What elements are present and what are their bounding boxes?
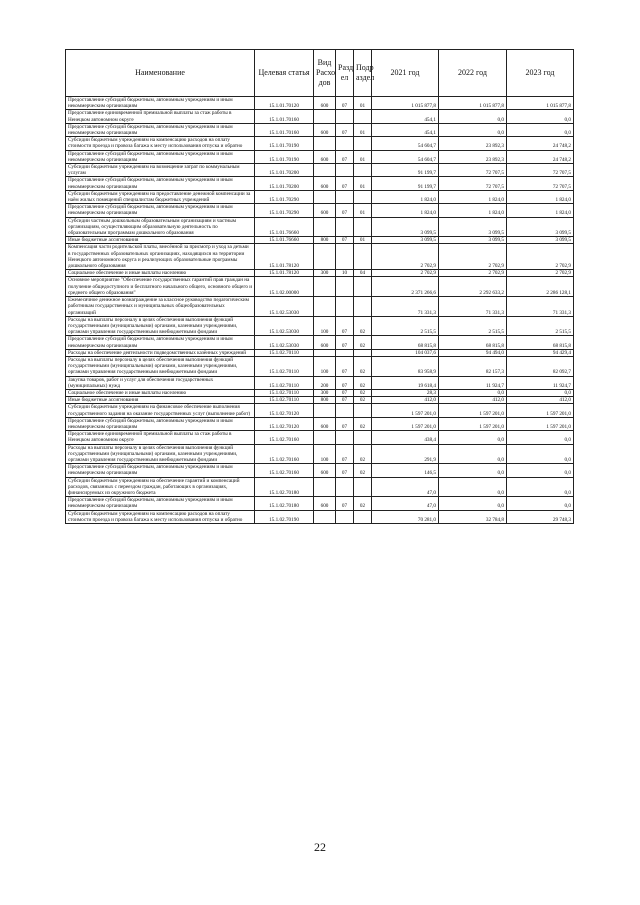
cell-name: Предоставление единовременной премиальной выплаты за стаж работы в Ненецком автономном округе [66, 431, 255, 444]
cell-code: 15.1.01.70120 [255, 97, 314, 110]
cell-2022: 0,0 [439, 477, 507, 497]
cell-vid: 600 [314, 464, 336, 477]
cell-razd: 07 [336, 444, 354, 464]
cell-podr [354, 190, 372, 203]
cell-name: Субсидии бюджетным учреждениям на компенсацию расходов на оплату стоимости проезда и провоза багажа к месту использования отпуска и обратно [66, 510, 255, 523]
cell-2023: 24 748,2 [507, 137, 574, 150]
table-row [66, 237, 574, 244]
cell-razd [336, 190, 354, 203]
cell-podr: 02 [354, 464, 372, 477]
cell-2023: 412,0 [507, 397, 574, 404]
cell-razd [336, 349, 354, 356]
cell-podr [354, 164, 372, 177]
cell-2021: 54 604,7 [372, 150, 439, 163]
cell-2021: 83 958,9 [372, 356, 439, 376]
cell-name: Иные бюджетные ассигнования [66, 237, 255, 244]
cell-code: 15.1.02.70160 [255, 431, 314, 444]
cell-name: Расходы на выплаты персоналу в целях обеспечения выполнения функций государственными (муниципальными) органами, казенными учреждениями, органами управления государственными внебюджетными фондами [66, 316, 255, 336]
table-row [66, 270, 574, 277]
table-row [66, 336, 574, 349]
cell-code: 15.1.01.70160 [255, 123, 314, 136]
table-row [66, 217, 574, 237]
cell-name: Предоставление субсидий бюджетным, автономным учреждениям и иным некоммерческим организациям [66, 336, 255, 349]
cell-2021: 70 281,0 [372, 510, 439, 523]
cell-2022: 1 824,0 [439, 204, 507, 217]
cell-2022: 68 815,8 [439, 336, 507, 349]
cell-razd: 07 [336, 123, 354, 136]
cell-code: 15.1.01.70190 [255, 150, 314, 163]
cell-name: Ежемесячное денежное вознаграждение за классное руководство педагогическим работникам государственных и муниципальных общеобразовательных организаций [66, 297, 255, 317]
cell-razd [336, 137, 354, 150]
cell-2023: 82 092,7 [507, 356, 574, 376]
cell-podr [354, 404, 372, 417]
cell-code: 15.1.01.70200 [255, 177, 314, 190]
cell-2021: 2 371 266,6 [372, 277, 439, 297]
cell-code: 15.1.02.70160 [255, 444, 314, 464]
cell-vid [314, 164, 336, 177]
cell-podr: 01 [354, 177, 372, 190]
cell-name: Предоставление субсидий бюджетным, автономным учреждениям и иным некоммерческим организациям [66, 177, 255, 190]
cell-razd: 07 [336, 356, 354, 376]
cell-code: 15.1.02.70180 [255, 477, 314, 497]
cell-2023: 2 702,9 [507, 270, 574, 277]
cell-razd: 07 [336, 237, 354, 244]
cell-code: 15.1.01.76660 [255, 217, 314, 237]
table-row [66, 389, 574, 396]
cell-razd [336, 164, 354, 177]
table-row [66, 177, 574, 190]
cell-razd [336, 431, 354, 444]
cell-razd: 07 [336, 376, 354, 389]
table-row [66, 477, 574, 497]
table-row [66, 356, 574, 376]
cell-name: Субсидии бюджетным учреждениям на обеспечение гарантий и компенсаций расходов, связанных с переездом граждан, работающих в организациях, финансируемых из окружного бюджета [66, 477, 255, 497]
cell-razd [336, 404, 354, 417]
cell-2022: 23 892,3 [439, 137, 507, 150]
cell-vid [314, 297, 336, 317]
cell-2022: 0,0 [439, 389, 507, 396]
cell-code: 15.1.01.78120 [255, 270, 314, 277]
cell-razd: 07 [336, 204, 354, 217]
table-row [66, 297, 574, 317]
cell-2023: 24 748,2 [507, 150, 574, 163]
cell-name: Расходы на выплаты персоналу в целях обеспечения выполнения функций государственными (муниципальными) органами, казенными учреждениями, органами управления государственными внебюджетными фондами [66, 356, 255, 376]
cell-vid: 600 [314, 204, 336, 217]
cell-vid: 600 [314, 417, 336, 430]
cell-name: Предоставление субсидий бюджетным, автономным учреждениям и иным некоммерческим организациям [66, 497, 255, 510]
cell-2023: 1 597 201,0 [507, 417, 574, 430]
cell-razd [336, 217, 354, 237]
cell-podr [354, 244, 372, 270]
table-row [66, 510, 574, 523]
cell-2023: 68 815,8 [507, 336, 574, 349]
cell-name: Расходы на выплаты персоналу в целях обеспечения выполнения функций государственными (муниципальными) органами, казенными учреждениями, органами управления государственными внебюджетными фондами [66, 444, 255, 464]
cell-name: Закупка товаров, работ и услуг для обеспечения государственных (муниципальных) нужд [66, 376, 255, 389]
cell-name: Предоставление единовременной премиальной выплаты за стаж работы в Ненецком автономном округе [66, 110, 255, 123]
table-row [66, 404, 574, 417]
cell-code: 15.1.02.53030 [255, 316, 314, 336]
cell-podr [354, 137, 372, 150]
cell-code: 15.1.02.53030 [255, 336, 314, 349]
cell-vid: 600 [314, 177, 336, 190]
cell-2022: 0,0 [439, 110, 507, 123]
cell-code: 15.1.01.70290 [255, 190, 314, 203]
cell-2022: 0,0 [439, 444, 507, 464]
table-row [66, 397, 574, 404]
cell-2022: 2 702,9 [439, 270, 507, 277]
cell-2021: 1 824,0 [372, 190, 439, 203]
cell-code: 15.1.02.70110 [255, 397, 314, 404]
cell-name: Субсидии частным дошкольным образовательным организациям и частным организациям, осуществляющим образовательную деятельность по образовательным программам дошкольного образования [66, 217, 255, 237]
table-header-row [66, 50, 574, 97]
cell-2023: 94 429,4 [507, 349, 574, 356]
cell-name: Предоставление субсидий бюджетным, автономным учреждениям и иным некоммерческим организациям [66, 150, 255, 163]
cell-podr: 01 [354, 97, 372, 110]
cell-2021: 91 199,7 [372, 164, 439, 177]
cell-podr: 04 [354, 270, 372, 277]
header-code: Целевая статья [255, 50, 314, 97]
cell-vid [314, 277, 336, 297]
cell-code: 15.1.01.70190 [255, 137, 314, 150]
cell-2022: 1 597 201,0 [439, 417, 507, 430]
cell-vid [314, 110, 336, 123]
cell-razd: 07 [336, 389, 354, 396]
cell-2021: 454,1 [372, 123, 439, 136]
cell-code: 15.1.02.70190 [255, 510, 314, 523]
table-row [66, 110, 574, 123]
cell-2022: 0,0 [439, 123, 507, 136]
cell-name: Предоставление субсидий бюджетным, автономным учреждениям и иным некоммерческим организациям [66, 123, 255, 136]
cell-vid [314, 404, 336, 417]
cell-name: Субсидии бюджетным учреждениям на компенсацию расходов на оплату стоимости проезда и провоза багажа к месту использования отпуска и обратно [66, 137, 255, 150]
cell-name: Предоставление субсидий бюджетным, автономным учреждениям и иным некоммерческим организациям [66, 97, 255, 110]
cell-vid [314, 244, 336, 270]
table-row [66, 376, 574, 389]
cell-vid [314, 431, 336, 444]
cell-2021: 1 597 201,0 [372, 417, 439, 430]
cell-razd [336, 477, 354, 497]
cell-code: 15.1.02.70110 [255, 356, 314, 376]
cell-code: 15.1.01.70200 [255, 164, 314, 177]
cell-2021: 438,4 [372, 431, 439, 444]
cell-2021: 47,0 [372, 477, 439, 497]
cell-2021: 19 618,4 [372, 376, 439, 389]
table-row [66, 431, 574, 444]
cell-vid: 600 [314, 497, 336, 510]
cell-2022: 94 494,0 [439, 349, 507, 356]
cell-2023: 72 707,5 [507, 164, 574, 177]
cell-name: Социальное обеспечение и иные выплаты населению [66, 270, 255, 277]
cell-razd [336, 297, 354, 317]
cell-podr: 02 [354, 336, 372, 349]
header-2021: 2021 год [372, 50, 439, 97]
cell-vid: 600 [314, 336, 336, 349]
cell-name: Социальное обеспечение и иные выплаты населению [66, 389, 255, 396]
cell-podr [354, 431, 372, 444]
cell-podr [354, 297, 372, 317]
cell-2021: 1 824,0 [372, 204, 439, 217]
table-row [66, 244, 574, 270]
cell-2022: 3 099,5 [439, 237, 507, 244]
budget-table [65, 49, 574, 524]
cell-2021: 28,3 [372, 389, 439, 396]
cell-2021: 2 702,9 [372, 270, 439, 277]
cell-razd: 07 [336, 497, 354, 510]
cell-2023: 2 702,9 [507, 244, 574, 270]
cell-podr: 02 [354, 397, 372, 404]
cell-name: Основное мероприятие "Обеспечение государственных гарантий прав граждан на получение общедоступного и бесплатного начального общего, основного общего и среднего общего образования" [66, 277, 255, 297]
cell-2022: 0,0 [439, 431, 507, 444]
table-row [66, 204, 574, 217]
cell-2022: 72 707,5 [439, 177, 507, 190]
table-row [66, 97, 574, 110]
cell-code: 15.1.01.70160 [255, 110, 314, 123]
cell-2023: 0,0 [507, 123, 574, 136]
cell-name: Субсидии бюджетным учреждениям на возмещение затрат по коммунальным услугам [66, 164, 255, 177]
cell-2021: 2 515,5 [372, 316, 439, 336]
cell-2022: 2 702,9 [439, 244, 507, 270]
cell-vid: 800 [314, 237, 336, 244]
cell-2022: 1 597 201,0 [439, 404, 507, 417]
cell-razd: 07 [336, 316, 354, 336]
header-vid: Вид Расхо дов [314, 50, 336, 97]
table-row [66, 150, 574, 163]
cell-2021: 291,9 [372, 444, 439, 464]
cell-name: Расходы на обеспечение деятельности подведомственных казённых учреждений [66, 349, 255, 356]
cell-razd [336, 110, 354, 123]
cell-2023: 1 015 877,8 [507, 97, 574, 110]
cell-code: 15.1.01.70290 [255, 204, 314, 217]
cell-2022: 32 784,8 [439, 510, 507, 523]
cell-2023: 0,0 [507, 477, 574, 497]
cell-2021: 91 199,7 [372, 177, 439, 190]
cell-code: 15.1.01.76660 [255, 237, 314, 244]
cell-vid [314, 217, 336, 237]
header-2023: 2023 год [507, 50, 574, 97]
table-row [66, 316, 574, 336]
cell-2023: 0,0 [507, 497, 574, 510]
cell-vid [314, 190, 336, 203]
cell-podr: 02 [354, 316, 372, 336]
cell-name: Субсидии бюджетным учреждениям на предоставление денежной компенсации за наём жилых помещений специалистам бюджетных учреждений [66, 190, 255, 203]
cell-vid: 300 [314, 270, 336, 277]
cell-code: 15.1.02.70120 [255, 404, 314, 417]
cell-razd [336, 244, 354, 270]
cell-name: Предоставление субсидий бюджетным, автономным учреждениям и иным некоммерческим организациям [66, 204, 255, 217]
cell-podr: 02 [354, 376, 372, 389]
cell-razd [336, 510, 354, 523]
cell-podr: 01 [354, 237, 372, 244]
cell-2021: 1 015 877,8 [372, 97, 439, 110]
cell-2021: 454,1 [372, 110, 439, 123]
cell-2021: 47,0 [372, 497, 439, 510]
cell-2021: 3 099,5 [372, 217, 439, 237]
header-2022: 2022 год [439, 50, 507, 97]
cell-razd: 07 [336, 150, 354, 163]
cell-podr [354, 510, 372, 523]
cell-2022: 72 707,5 [439, 164, 507, 177]
header-podr: Подр аздел [354, 50, 372, 97]
cell-razd: 07 [336, 417, 354, 430]
cell-podr: 01 [354, 204, 372, 217]
cell-razd: 07 [336, 97, 354, 110]
table-row [66, 277, 574, 297]
cell-code: 15.1.02.70120 [255, 417, 314, 430]
cell-2022: 71 331,3 [439, 297, 507, 317]
cell-2023: 72 707,5 [507, 177, 574, 190]
cell-2023: 0,0 [507, 464, 574, 477]
cell-2021: 104 037,6 [372, 349, 439, 356]
table-row [66, 444, 574, 464]
table-row [66, 417, 574, 430]
cell-2023: 0,0 [507, 110, 574, 123]
cell-razd: 07 [336, 177, 354, 190]
cell-2021: 1 597 201,0 [372, 404, 439, 417]
cell-2023: 11 924,7 [507, 376, 574, 389]
cell-2021: 3 099,5 [372, 237, 439, 244]
cell-2022: 2 292 633,2 [439, 277, 507, 297]
cell-2023: 2 286 128,1 [507, 277, 574, 297]
cell-vid: 100 [314, 316, 336, 336]
cell-podr [354, 217, 372, 237]
cell-code: 15.1.02.70110 [255, 376, 314, 389]
cell-podr [354, 110, 372, 123]
cell-2021: 2 702,9 [372, 244, 439, 270]
cell-code: 15.1.02.00000 [255, 277, 314, 297]
cell-podr [354, 277, 372, 297]
cell-razd: 10 [336, 270, 354, 277]
cell-2022: 1 824,0 [439, 190, 507, 203]
table-row [66, 123, 574, 136]
cell-vid: 800 [314, 397, 336, 404]
cell-2023: 29 748,3 [507, 510, 574, 523]
cell-podr [354, 349, 372, 356]
cell-2021: 54 604,7 [372, 137, 439, 150]
cell-2023: 71 331,3 [507, 297, 574, 317]
cell-name: Предоставление субсидий бюджетным, автономным учреждениям и иным некоммерческим организациям [66, 417, 255, 430]
cell-2022: 23 892,3 [439, 150, 507, 163]
cell-name: Иные бюджетные ассигнования [66, 397, 255, 404]
cell-2021: 412,0 [372, 397, 439, 404]
cell-2022: 0,0 [439, 464, 507, 477]
cell-vid: 600 [314, 123, 336, 136]
cell-razd: 07 [336, 464, 354, 477]
cell-2023: 1 824,0 [507, 190, 574, 203]
cell-code: 15.1.02.70110 [255, 389, 314, 396]
cell-razd [336, 277, 354, 297]
cell-2023: 3 099,5 [507, 217, 574, 237]
cell-vid: 200 [314, 376, 336, 389]
header-razd: Разд ел [336, 50, 354, 97]
cell-2022: 82 157,3 [439, 356, 507, 376]
cell-2022: 11 924,7 [439, 376, 507, 389]
cell-2022: 2 515,5 [439, 316, 507, 336]
cell-podr: 01 [354, 123, 372, 136]
cell-podr: 02 [354, 497, 372, 510]
cell-vid [314, 137, 336, 150]
cell-podr: 02 [354, 444, 372, 464]
cell-podr: 01 [354, 150, 372, 163]
cell-vid [314, 349, 336, 356]
cell-razd: 07 [336, 397, 354, 404]
cell-2023: 0,0 [507, 431, 574, 444]
cell-2022: 1 015 877,8 [439, 97, 507, 110]
cell-vid [314, 510, 336, 523]
cell-2022: 412,0 [439, 397, 507, 404]
cell-code: 15.1.02.70110 [255, 349, 314, 356]
table-row [66, 497, 574, 510]
cell-2023: 0,0 [507, 444, 574, 464]
cell-name: Компенсация части родительской платы, внесённой за присмотр и уход за детьми в государственных образовательных организациях, находящихся на территории Ненецкого автономного округа и реализующих образовательные программы дошкольного образования [66, 244, 255, 270]
cell-code: 15.1.02.70180 [255, 497, 314, 510]
cell-podr: 02 [354, 356, 372, 376]
table-row [66, 190, 574, 203]
table-body [66, 97, 574, 524]
cell-2022: 3 099,5 [439, 217, 507, 237]
cell-2023: 1 597 201,0 [507, 404, 574, 417]
cell-2023: 3 099,5 [507, 237, 574, 244]
cell-podr: 02 [354, 417, 372, 430]
cell-2021: 71 331,3 [372, 297, 439, 317]
cell-2023: 0,0 [507, 389, 574, 396]
cell-2021: 68 815,8 [372, 336, 439, 349]
cell-2022: 0,0 [439, 497, 507, 510]
cell-code: 15.1.01.78120 [255, 244, 314, 270]
cell-vid: 600 [314, 150, 336, 163]
cell-2023: 2 515,5 [507, 316, 574, 336]
cell-2021: 146,5 [372, 464, 439, 477]
cell-vid: 100 [314, 356, 336, 376]
page-number: 22 [314, 840, 326, 854]
table-row [66, 349, 574, 356]
cell-vid: 600 [314, 97, 336, 110]
cell-vid: 100 [314, 444, 336, 464]
table-row [66, 464, 574, 477]
cell-2023: 1 824,0 [507, 204, 574, 217]
table-row [66, 164, 574, 177]
cell-name: Предоставление субсидий бюджетным, автономным учреждениям и иным некоммерческим организациям [66, 464, 255, 477]
cell-podr: 02 [354, 389, 372, 396]
cell-podr [354, 477, 372, 497]
cell-name: Субсидии бюджетным учреждениям на финансовое обеспечение выполнения государственного задания на оказание государственных услуг (выполнение работ) [66, 404, 255, 417]
cell-razd: 07 [336, 336, 354, 349]
table-row [66, 137, 574, 150]
header-name: Наименование [66, 50, 255, 97]
cell-code: 15.1.02.53030 [255, 297, 314, 317]
cell-vid [314, 477, 336, 497]
cell-vid: 300 [314, 389, 336, 396]
cell-code: 15.1.02.70160 [255, 464, 314, 477]
